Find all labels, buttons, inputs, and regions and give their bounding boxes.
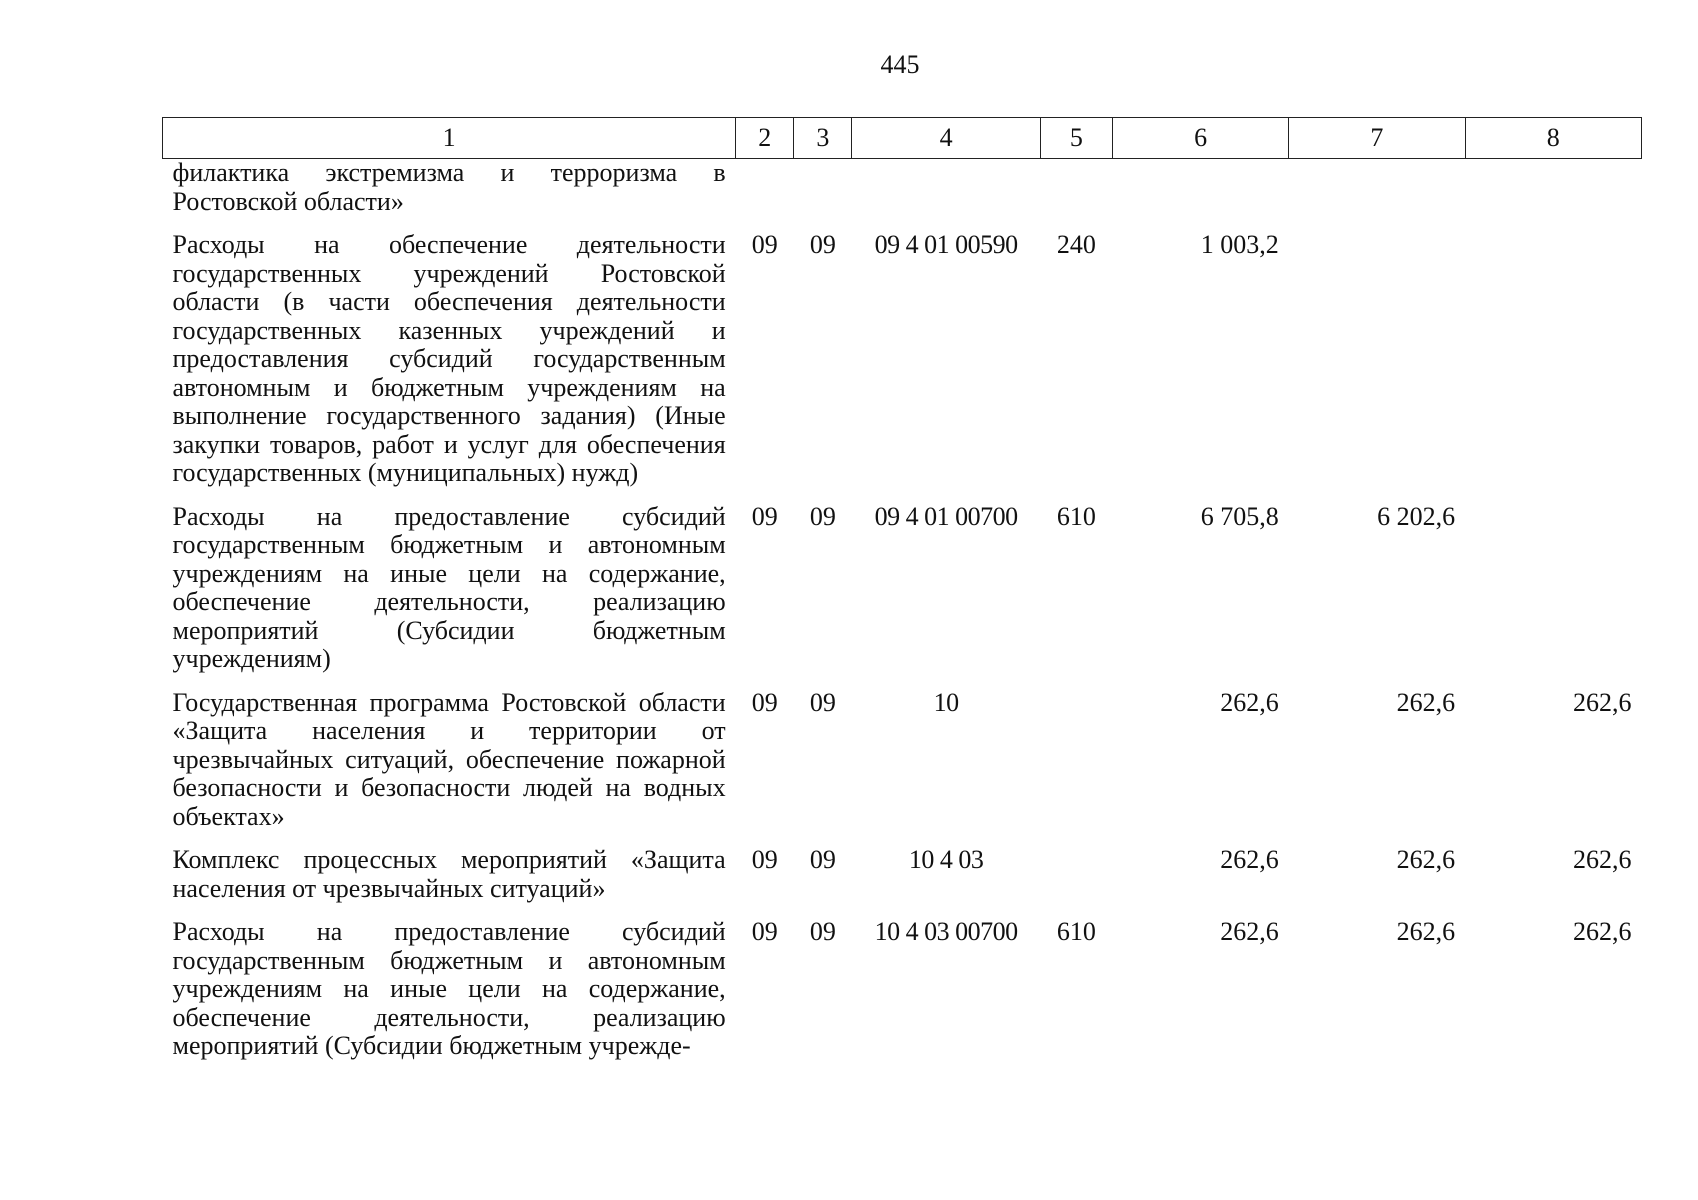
row-expense-type-code: 610 — [1056, 501, 1096, 531]
table-row — [163, 918, 1642, 1076]
column-header: 5 — [1040, 118, 1112, 159]
row-amount-col7: 6 202,6 — [1377, 501, 1456, 531]
row-amount-col8 — [1465, 231, 1641, 503]
row-section-code: 09 — [751, 917, 778, 946]
row-amount-col6 — [1112, 159, 1288, 232]
row-subsection-code: 09 — [809, 501, 836, 531]
row-amount-col6: 1 003,2 — [1200, 230, 1279, 259]
table-row — [163, 503, 1642, 689]
column-header: 1 — [163, 118, 736, 159]
row-description: Расходы на предоставление субсидий государственным бюджетным и автономным учреждениям на иные цели на содержание, обеспечение деятельности, реализацию мероприятий (Субсидии бюджетным учрежде- — [172, 917, 726, 1060]
row-amount-col7: 262,6 — [1396, 687, 1456, 717]
column-header: 3 — [794, 118, 852, 159]
row-subsection-code: 09 — [809, 230, 836, 259]
row-subsection-code: 09 — [809, 687, 836, 717]
row-section-code: 09 — [751, 501, 778, 531]
row-description: Расходы на предоставление субсидий государственным бюджетным и автономным учреждениям на иные цели на содержание, обеспечение деятельности, реализацию мероприятий (Субсидии бюджетным учреждениям) — [172, 501, 726, 673]
row-amount-col8: 262,6 — [1573, 845, 1632, 874]
row-description: филактика экстремизма и терроризма в Ростовской области» — [172, 158, 726, 216]
column-header: 2 — [736, 118, 794, 159]
row-section-code: 09 — [751, 845, 778, 874]
row-target-article-code: 10 — [933, 687, 959, 717]
table-header-row — [163, 118, 1642, 159]
table-row — [163, 159, 1642, 232]
row-expense-type-code — [1040, 846, 1112, 918]
row-subsection-code: 09 — [809, 917, 836, 946]
column-header: 4 — [852, 118, 1040, 159]
row-amount-col6: 262,6 — [1220, 687, 1279, 717]
row-amount-col7 — [1289, 159, 1465, 232]
row-subsection-code — [794, 159, 852, 232]
row-target-article-code: 10 4 03 00700 — [874, 917, 1018, 946]
row-amount-col8: 262,6 — [1573, 687, 1632, 717]
row-target-article-code — [852, 159, 1040, 232]
row-amount-col7: 262,6 — [1396, 917, 1456, 946]
page-number: 445 — [880, 50, 920, 79]
row-description: Расходы на обеспечение деятельности государственных учреждений Ростовской области (в части обеспечения деятельности государственных казенных учреждений и предоставления субсидий государственным автономным и бюджетным учреждениям на выполнение государственного задания) (Иные закупки товаров, работ и услуг для обеспечения государственных (муниципальных) нужд) — [172, 230, 726, 487]
row-amount-col8: 262,6 — [1573, 917, 1632, 946]
row-amount-col7 — [1289, 231, 1465, 503]
column-header: 8 — [1465, 118, 1641, 159]
table-row — [163, 846, 1642, 918]
row-amount-col6: 262,6 — [1220, 845, 1279, 874]
row-expense-type-code: 610 — [1056, 917, 1096, 946]
row-amount-col6: 6 705,8 — [1200, 501, 1279, 531]
row-section-code: 09 — [751, 687, 778, 717]
row-target-article-code: 09 4 01 00590 — [874, 230, 1018, 259]
row-amount-col8 — [1465, 159, 1641, 232]
row-amount-col7: 262,6 — [1396, 845, 1456, 874]
table-row — [163, 231, 1642, 503]
row-target-article-code: 10 4 03 — [908, 845, 984, 874]
column-header: 7 — [1289, 118, 1465, 159]
row-expense-type-code — [1040, 689, 1112, 847]
row-subsection-code: 09 — [809, 845, 836, 874]
row-section-code: 09 — [751, 230, 778, 259]
row-description: Комплекс процессных мероприятий «Защита населения от чрезвычайных ситуаций» — [172, 845, 726, 903]
row-expense-type-code — [1040, 159, 1112, 232]
row-expense-type-code: 240 — [1056, 230, 1096, 259]
row-amount-col8 — [1465, 503, 1641, 689]
row-amount-col6: 262,6 — [1220, 917, 1279, 946]
table-row — [163, 689, 1642, 847]
row-section-code — [736, 159, 794, 232]
row-target-article-code: 09 4 01 00700 — [874, 501, 1018, 531]
row-description: Государственная программа Ростовской области «Защита населения и территории от чрезвычайных ситуаций, обеспечение пожарной безопасности и безопасности людей на водных объектах» — [172, 687, 726, 831]
budget-table — [162, 117, 1642, 1076]
column-header: 6 — [1112, 118, 1288, 159]
